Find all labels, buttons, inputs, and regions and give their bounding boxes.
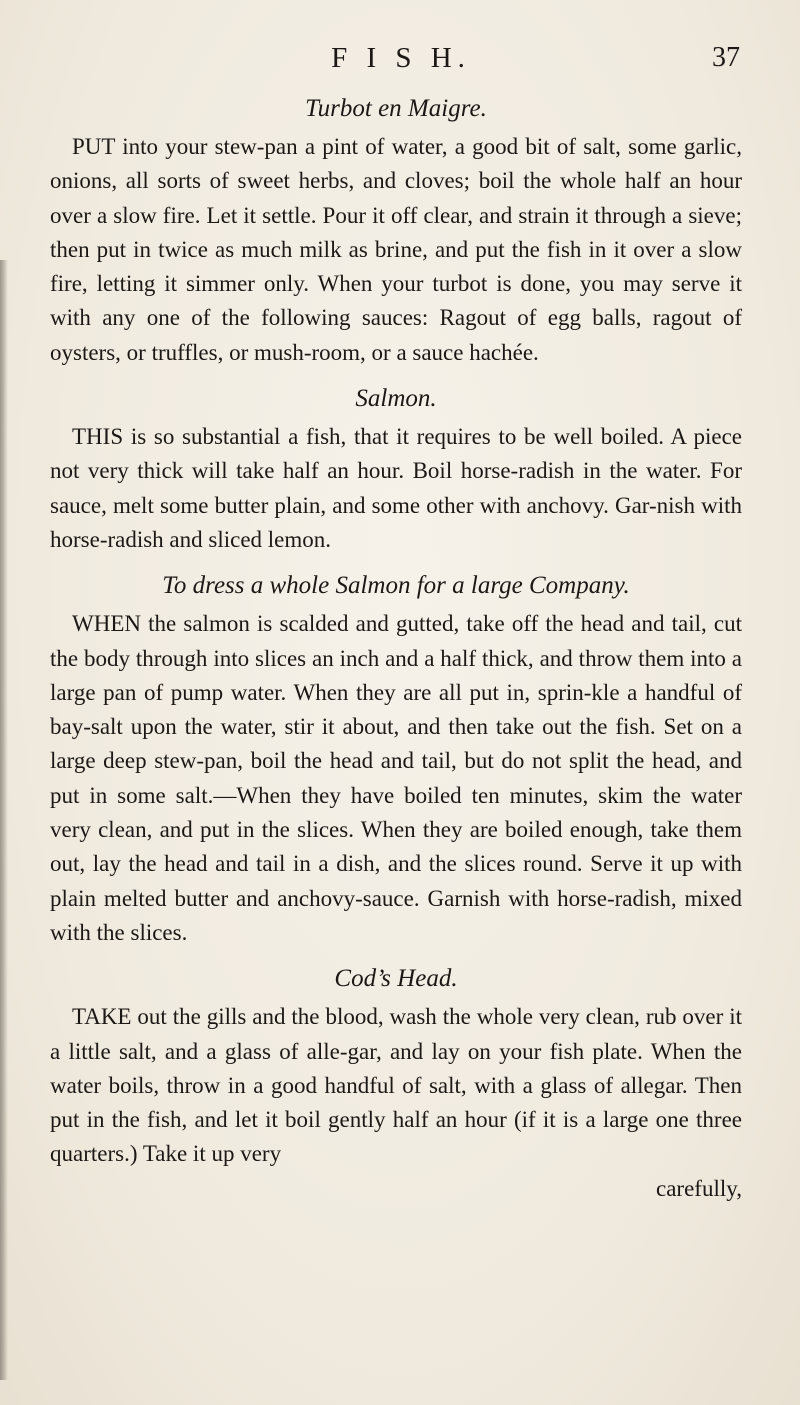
catchword: carefully, — [656, 1175, 742, 1201]
recipe-text — [50, 1000, 742, 1206]
recipe-text-content: TAKE out the gills and the blood, wash the whole very clean, rub over it a little salt, and a glass of alle-gar, and lay on your fish plate. When the water boils, throw in a good handful of salt, with a glass of allegar. Then put in the fish, and let it boil gently half an hour (if it is a large one three quarters.) Take it up very — [50, 1004, 742, 1167]
recipe-text: THIS is so substantial a fish, that it requires to be well boiled. A piece not very thick will take half an hour. Boil horse-radish in the water. For sauce, melt some butter plain, and some other with anchovy. Gar-nish with horse-radish and sliced lemon. — [50, 424, 742, 552]
recipe-heading: Cod’s Head. — [334, 965, 458, 993]
recipe-text: PUT into your stew-pan a pint of water, a good bit of salt, some garlic, onions, all sorts of sweet herbs, and cloves; boil the whole half an hour over a slow fire. Let it settle. Pour it off clear, and strain it through a sieve; then put in twice as much milk as brine, and put the fish in it over a slow fire, letting it simmer only. When your turbot is done, you may serve it with any one of the following sauces: Ragout of egg balls, ragout of oysters, or truffles, or mush-room, or a sauce hachée. — [50, 134, 742, 365]
recipe-turbot-en-maigre — [50, 92, 742, 370]
recipe-heading: Salmon. — [355, 385, 437, 413]
recipe-cods-head — [50, 962, 742, 1206]
recipe-salmon — [50, 382, 742, 557]
recipe-heading: Turbot en Maigre. — [305, 95, 487, 122]
recipe-whole-salmon — [50, 569, 742, 950]
binding-shadow — [0, 260, 8, 1380]
running-head-title: F I S H. — [331, 42, 471, 74]
page-number: 37 — [712, 42, 740, 73]
running-head — [0, 42, 800, 82]
recipe-heading: To dress a whole Salmon for a large Company. — [162, 572, 630, 600]
recipe-text: WHEN the salmon is scalded and gutted, take off the head and tail, cut the body through into slices an inch and a half thick, and throw them into a large pan of pump water. When they are all put in, sprin-kle a handful of bay-salt upon the water, stir it about, and then take out the fish. Set on a large deep stew-pan, boil the head and tail, but do not split the head, and put in some salt.—When they have boiled ten minutes, skim the water very clean, and put in the slices. When they are boiled enough, take them out, lay the head and tail in a dish, and the slices round. Serve it up with plain melted butter and anchovy-sauce. Garnish with horse-radish, mixed with the slices. — [50, 611, 742, 945]
page-body — [50, 92, 742, 1206]
